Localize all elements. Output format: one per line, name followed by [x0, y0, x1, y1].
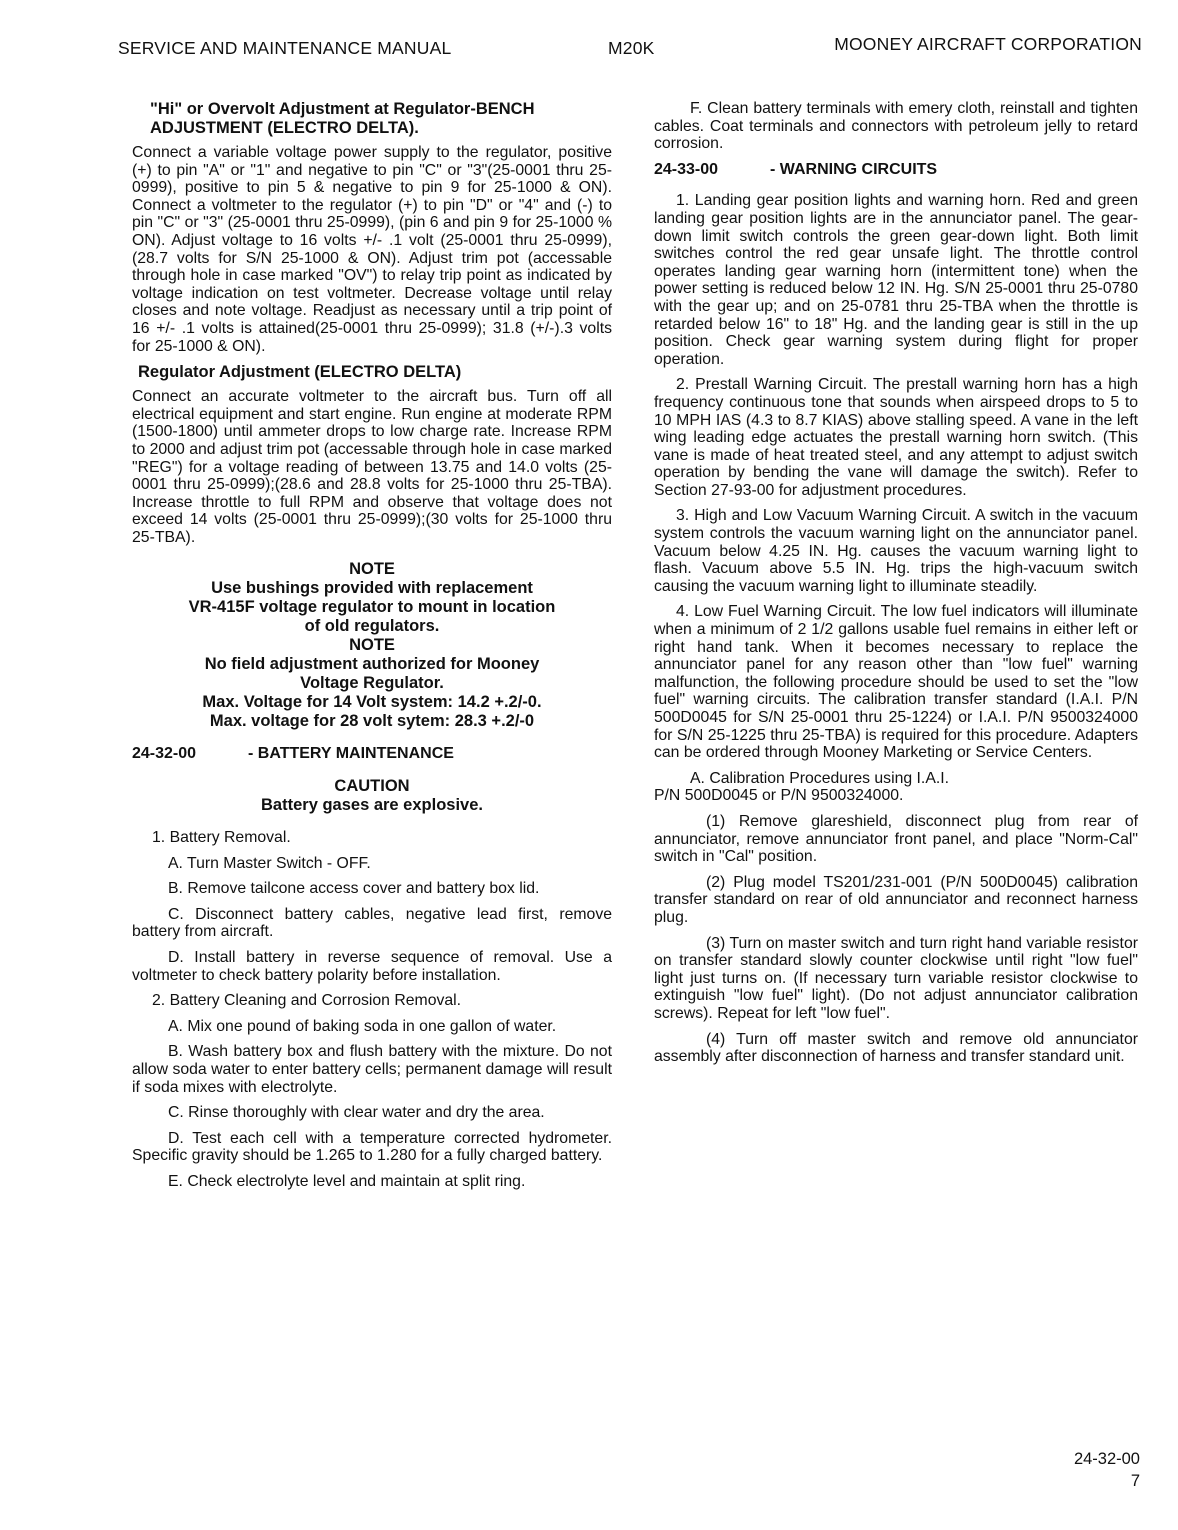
calibration-line: P/N 500D0045 or P/N 9500324000.	[654, 787, 904, 805]
note-line: Max. Voltage for 14 Volt system: 14.2 +.2/-0.	[202, 693, 542, 712]
list-item: 1. Battery Removal.	[152, 829, 291, 847]
header-company: MOONEY AIRCRAFT CORPORATION	[834, 34, 1142, 54]
warning-item-low-fuel: 4. Low Fuel Warning Circuit. The low fuel indicators will illuminate when a minimum of 2 1/2 gallons usable fuel remains in either left or right hand tank. When it becomes necessary to replace the annunciator panel for any reason other than "low fuel" warning malfunction, the following procedure should be used to set the "low fuel" warning circuits. The calibration transfer standard (I.A.I. P/N 500D0045 for S/N 25-0001 thru 25-1224) or I.A.I. P/N 9500324000 for S/N 25-1225 thru 25-TBA) is required for this procedure. Adapters can be ordered through Mooney Marketing or Service Centers.	[654, 603, 1138, 762]
step-item: (3) Turn on master switch and turn right hand variable resistor on transfer standard slowly counter clockwise until right "low fuel" light just turns on. (If necessary turn variable resistor clockwise to extinguish "low fuel" light). (Do not adjust annunciator calibration screws). Repeat for left "low fuel".	[654, 934, 1138, 1022]
list-item: C. Rinse thoroughly with clear water and dry the area.	[168, 1104, 545, 1122]
list-item: D. Install battery in reverse sequence of removal. Use a voltmeter to check battery polarity before installation.	[132, 949, 612, 984]
battery-section-title	[132, 745, 612, 763]
page-header	[118, 34, 1142, 64]
warning-section-title	[654, 161, 1138, 179]
overvolt-heading: "Hi" or Overvolt Adjustment at Regulator-BENCH ADJUSTMENT (ELECTRO DELTA).	[150, 100, 535, 137]
note-line: Voltage Regulator.	[300, 674, 444, 693]
caution-text: Battery gases are explosive.	[261, 796, 483, 815]
calibration-procedures	[654, 770, 1138, 805]
regulator-heading: Regulator Adjustment (ELECTRO DELTA)	[138, 363, 462, 382]
warning-item-landing-gear: 1. Landing gear position lights and warning horn. Red and green landing gear position lights are in the annunciator panel. The gear-down limit switch controls the green gear-down light. Both limit switches control the red gear unsafe light. The throttle control operates landing gear warning horn (intermittent tone) when the power setting is reduced below 12 IN. Hg. S/N 25-0001 thru 25-0780 with the gear up; and on 25-0781 thru 25-TBA when the throttle is retarded below 16" to 18" Hg. and the landing gear is still in the up position. Check gear warning system during flight for proper operation.	[654, 192, 1138, 368]
step-item: (4) Turn off master switch and remove old annunciator assembly after disconnection of harness and transfer standard unit.	[654, 1030, 1138, 1066]
list-item: C. Disconnect battery cables, negative lead first, remove battery from aircraft.	[132, 905, 612, 941]
section-name: - BATTERY MAINTENANCE	[248, 745, 454, 763]
calibration-line: A. Calibration Procedures using I.A.I.	[690, 769, 950, 787]
header-manual-title: SERVICE AND MAINTENANCE MANUAL	[118, 38, 452, 58]
list-item: 2. Battery Cleaning and Corrosion Removal.	[152, 992, 462, 1010]
section-name: - WARNING CIRCUITS	[770, 160, 938, 178]
section-number: 24-33-00	[654, 160, 719, 178]
list-item: F. Clean battery terminals with emery cloth, reinstall and tighten cables. Coat terminals and connectors with petroleum jelly to retard corrosion.	[654, 100, 1138, 153]
list-item: B. Wash battery box and flush battery with the mixture. Do not allow soda water to enter battery cells; permanent damage will result if soda mixes with electrolyte.	[132, 1043, 612, 1096]
warning-item-prestall: 2. Prestall Warning Circuit. The prestall warning horn has a high frequency continuous tone that sounds when airspeed drops to 5 to 10 MPH IAS (4.3 to 8.7 KIAS) above stalling speed. A vane in the left wing leading edge actuates the prestall warning horn switch. (This vane is made of heat treated steel, and any attempt to adjust switch operation by bending the vane will damage the switch). Refer to Section 27-93-00 for adjustment procedures.	[654, 376, 1138, 499]
overvolt-paragraph: Connect a variable voltage power supply to the regulator, positive (+) to pin "A" or "1" and negative to pin "C" or "3"(25-0001 thru 25-0999), positive to pin 5 & negative to pin 9 for 25-1000 & ON). Connect a voltmeter to the regulator (+) to pin "D" or "4" and (-) to pin "C" or "3" (25-0001 thru 25-0999), (pin 6 and pin 9 for 25-1000 % ON). Adjust voltage to 16 volts +/- .1 volt (25-0001 thru 25-0999),(28.7 volts for S/N 25-1000 & ON). Adjust trim pot (accessable through hole in case marked "OV") to relay trip point as indicated by voltage indication on test voltmeter. Decrease voltage until relay closes and note voltage. Readjust as necessary until a trip point of 16 +/- .1 volts is attained(25-0001 thru 25-0999); 31.8 (+/-).3 volts for 25-1000 & ON).	[132, 144, 612, 355]
note-line: VR-415F voltage regulator to mount in location	[188, 598, 556, 617]
section-number: 24-32-00	[132, 745, 197, 763]
warning-item-vacuum: 3. High and Low Vacuum Warning Circuit. A switch in the vacuum system controls the vacuum warning light on the annunciator panel. Vacuum below 4.25 IN. Hg. causes the vacuum warning light to flash. Vacuum above 5.5 IN. Hg. trips the high-vacuum switch causing the vacuum warning light to illuminate steadily.	[654, 507, 1138, 595]
page-footer	[1074, 1448, 1140, 1492]
list-item: B. Remove tailcone access cover and battery box lid.	[168, 880, 540, 898]
footer-section-number: 24-32-00	[1073, 1450, 1140, 1468]
caution-block	[132, 777, 612, 815]
page-number: 7	[1130, 1472, 1140, 1490]
right-column	[654, 100, 1138, 1074]
step-item: (1) Remove glareshield, disconnect plug from rear of annunciator, remove annunciator front panel, and place "Norm-Cal" switch in "Cal" position.	[654, 812, 1138, 866]
regulator-paragraph: Connect an accurate voltmeter to the aircraft bus. Turn off all electrical equipment and start engine. Run engine at moderate RPM (1500-1800) until ammeter drops to low charge rate. Increase RPM to 2000 and adjust trim pot (accessable through hole in case marked "REG") for a voltage reading of between 13.75 and 14.0 volts (25-0001 thru 25-0999);(28.6 and 28.8 volts for 25-1000 thru 25-TBA). Increase throttle to full RPM and observe that voltage does not exceed 14 volts (25-0001 thru 25-0999);(30 volts for 25-1000 thru 25-TBA).	[132, 388, 612, 546]
caution-title: CAUTION	[334, 777, 410, 796]
note-line: No field adjustment authorized for Mooney	[204, 655, 540, 674]
header-model: M20K	[608, 38, 655, 58]
list-item: A. Mix one pound of baking soda in one gallon of water.	[168, 1017, 557, 1035]
left-column	[132, 100, 612, 1199]
list-item: A. Turn Master Switch - OFF.	[168, 854, 371, 872]
step-item: (2) Plug model TS201/231-001 (P/N 500D0045) calibration transfer standard on rear of old annunciator and reconnect harness plug.	[654, 873, 1138, 926]
list-item: D. Test each cell with a temperature corrected hydrometer. Specific gravity should be 1.265 to 1.280 for a fully charged battery.	[132, 1129, 612, 1165]
note-line: Max. voltage for 28 volt sytem: 28.3 +.2/-0	[209, 712, 535, 731]
note-bushings	[132, 560, 612, 731]
note-line: Use bushings provided with replacement	[211, 579, 533, 598]
note-title: NOTE	[349, 636, 395, 655]
note-title: NOTE	[349, 560, 395, 579]
note-line: of old regulators.	[304, 617, 440, 636]
list-item: E. Check electrolyte level and maintain at split ring.	[168, 1172, 526, 1190]
